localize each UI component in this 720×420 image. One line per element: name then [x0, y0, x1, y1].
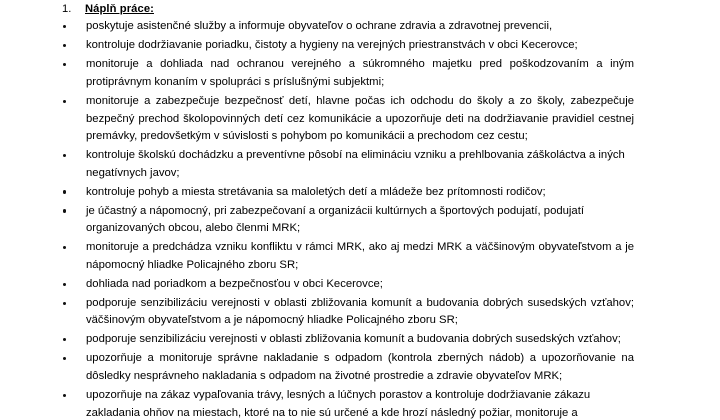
list-item: [0, 146, 720, 183]
bullet-dot-icon: [63, 283, 66, 286]
bullet-dot-icon: [63, 209, 66, 212]
list-item-text: je účastný a nápomocný, pri zabezpečovaní a organizácii kultúrnych a športových podujatí, podujatí organizovaných obcou, alebo členmi MRK;: [86, 204, 584, 235]
list-item-text: monitoruje a dohliada nad ochranou verejného a súkromného majetku pred poškodzovaním a iným protiprávnym konaním v spolupráci s príslušnými subjektmi;: [86, 58, 634, 88]
bullet-dot-icon: [63, 338, 66, 341]
page-title: Náplň práce:: [85, 3, 154, 15]
list-item-text: poskytuje asistenčné služby a informuje obyvateľov o ochrane zdravia a zdravotnej prevencii,: [86, 20, 553, 33]
numbered-heading: [0, 0, 720, 17]
list-item: [0, 17, 720, 36]
list-item: [0, 92, 720, 146]
bullet-dot-icon: [63, 302, 66, 305]
list-item-text: kontroluje školskú dochádzku a preventívne pôsobí na elimináciu vzniku a prehlbovania záškoláctva a iných negatívnych javov;: [86, 149, 625, 179]
list-item: [0, 36, 720, 55]
list-item-text: dohliada nad poriadkom a bezpečnosťou v obci Kecerovce;: [86, 277, 383, 290]
list-item-text: monitoruje a predchádza vzniku konfliktu v rámci MRK, ako aj medzi MRK a väčšinovým obyvateľstvom a je nápomocný hliadke Policajného zboru SR;: [86, 241, 634, 271]
list-item-text: upozorňuje a monitoruje správne nakladanie s odpadom (kontrola zberných nádob) a upozorňovanie na dôsledky nesprávneho nakladania s odpadom na životné prostredie a zdravie obyvateľov MRK;: [86, 352, 634, 382]
list-item-text: podporuje senzibilizáciu verejnosti v oblasti zbližovania komunít a budovania dobrých susedských vzťahov;: [86, 333, 621, 346]
list-item-text: kontroluje dodržiavanie poriadku, čistoty a hygieny na verejných priestranstvách v obci Kecerovce;: [86, 39, 578, 52]
bullet-dot-icon: [63, 357, 66, 360]
bullet-dot-icon: [63, 100, 66, 103]
list-item-text: podporuje senzibilizáciu verejnosti v oblasti zbližovania komunít a budovania dobrých susedských vzťahov; väčšinovým obyvateľstvom a je nápomocný hliadke Policajného zboru SR;: [86, 296, 634, 327]
list-item: [0, 386, 720, 420]
list-item: [0, 330, 720, 349]
list-item-text: upozorňuje na zákaz vypaľovania trávy, lesných a lúčnych porastov a kontroluje dodržiavanie zákazu zakladania ohňov na miestach, ktoré na to nie sú určené a kde hrozí následný požiar, monitoruje a: [86, 388, 591, 419]
bullet-dot-icon: [63, 190, 66, 193]
bullet-dot-icon: [63, 63, 66, 66]
list-item: [0, 274, 720, 293]
bullet-dot-icon: [63, 44, 66, 47]
bullet-dot-icon: [63, 394, 66, 397]
list-item-text: monitoruje a zabezpečuje bezpečnosť detí, hlavne počas ich odchodu do školy a zo školy, zabezpečuje bezpečný prechod školopovinných detí cez komunikácie a upozorňuje deti na dodržiavanie pravidiel cestnej premávky, predovšetkým v súvislosti s pohybom po komunikácii a prechodom cez cestu;: [86, 94, 634, 143]
duties-bullet-list: [0, 17, 720, 420]
list-item: [0, 182, 720, 201]
list-item: [0, 349, 720, 386]
list-item-text: kontroluje pohyb a miesta stretávania sa maloletých detí a mládeže bez prítomnosti rodičov;: [86, 185, 546, 198]
bullet-dot-icon: [63, 25, 66, 28]
bullet-dot-icon: [63, 246, 66, 249]
list-item: [0, 293, 720, 330]
list-item: [0, 201, 720, 238]
bullet-dot-icon: [63, 154, 66, 157]
list-item: [0, 55, 720, 92]
heading-number: 1.: [62, 3, 72, 15]
list-item: [0, 238, 720, 275]
